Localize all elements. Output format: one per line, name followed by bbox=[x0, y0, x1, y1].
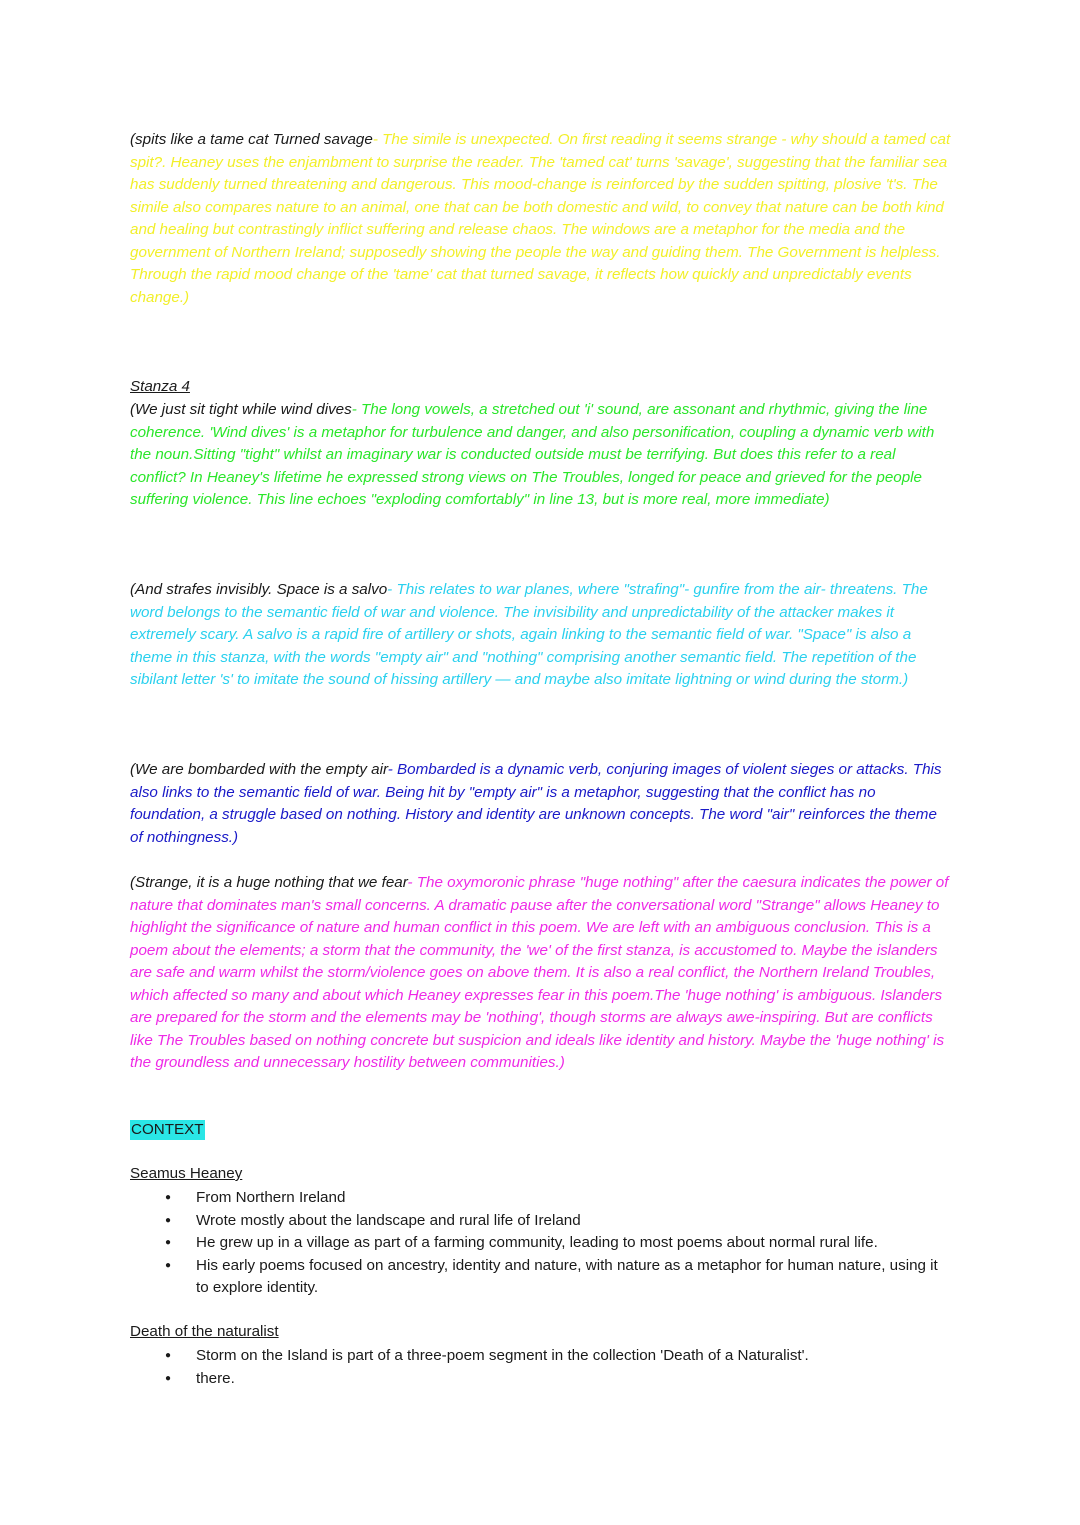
analysis-text: - The simile is unexpected. On first reading it seems strange - why should a tamed cat spit?. Heaney uses the enjambment to surprise the reader. The 'tamed cat' turns 'savage', suggesting that the familiar sea has suddenly turned threatening and dangerous. This mood-change is reinforced by the sudden spitting, plosive 't's. The simile also compares nature to an animal, one that can be both domestic and wild, to convey that nature can be both kind and healing but contrastingly inflict suffering and release chaos. The windows are a metaphor for the media and the government of Northern Ireland; supposedly showing the people the way and guiding them. The Government is helpless. Through the rapid mood change of the 'tame' cat that turned savage, it reflects how quickly and unpredictably events change.) bbox=[130, 131, 951, 306]
analysis-text: - Bombarded is a dynamic verb, conjuring images of violent sieges or attacks. This also links to the semantic field of war. Being hit by "empty air" is a metaphor, suggesting that the conflict has no foundation, a struggle based on nothing. History and identity are unknown concepts. The word "air" reinforces the theme of nothingness.) bbox=[130, 761, 942, 846]
list-item: ● there. bbox=[130, 1368, 952, 1391]
naturalist-heading: Death of the naturalist bbox=[130, 1323, 279, 1340]
naturalist-list bbox=[130, 1345, 952, 1390]
annotation-tame-cat bbox=[130, 129, 952, 309]
quote-text: (Strange, it is a huge nothing that we fear bbox=[130, 874, 408, 891]
list-item: ● He grew up in a village as part of a farming community, leading to most poems about normal rural life. bbox=[130, 1232, 952, 1255]
annotation-strafes bbox=[130, 579, 952, 692]
list-item: ● From Northern Ireland bbox=[130, 1187, 952, 1210]
annotation-wind-dives bbox=[130, 399, 952, 512]
quote-text: (We are bombarded with the empty air bbox=[130, 761, 388, 778]
heaney-heading: Seamus Heaney bbox=[130, 1165, 243, 1182]
list-item: ● His early poems focused on ancestry, identity and nature, with nature as a metaphor for human nature, using it to explore identity. bbox=[130, 1255, 952, 1300]
heaney-list bbox=[130, 1187, 952, 1300]
list-item: ● Storm on the Island is part of a three-poem segment in the collection 'Death of a Naturalist'. bbox=[130, 1345, 952, 1368]
quote-text: (And strafes invisibly. Space is a salvo bbox=[130, 581, 388, 598]
analysis-text: - This relates to war planes, where "strafing"- gunfire from the air- threatens. The word belongs to the semantic field of war and violence. The invisibility and unpredictability of the attacker makes it extremely scary. A salvo is a rapid fire of artillery or shots, again linking to the semantic field of war. "Space" is also a theme in this stanza, with the words "empty air" and "nothing" comprising another semantic field. The repetition of the sibilant letter 's' to imitate the sound of hissing artillery — and maybe also imitate lightning or wind during the storm.) bbox=[130, 581, 928, 688]
context-label: CONTEXT bbox=[131, 1121, 204, 1138]
list-item: ● Wrote mostly about the landscape and rural life of Ireland bbox=[130, 1210, 952, 1233]
annotation-bombarded bbox=[130, 759, 952, 849]
analysis-text: - The long vowels, a stretched out 'i' sound, are assonant and rhythmic, giving the line coherence. 'Wind dives' is a metaphor for turbulence and danger, and also personification, coupling a dynamic verb with the noun.Sitting "tight" whilst an imaginary war is conducted outside must be terrifying. But does this refer to a real conflict? In Heaney's lifetime he expressed strong views on The Troubles, longed for peace and grieved for the people suffering violence. This line echoes "exploding comfortably" in line 13, but is more real, more immediate) bbox=[130, 401, 935, 508]
quote-text: (We just sit tight while wind dives bbox=[130, 401, 352, 418]
annotation-huge-nothing bbox=[130, 872, 952, 1075]
analysis-text: - The oxymoronic phrase "huge nothing" after the caesura indicates the power of nature that dominates man's small concerns. A dramatic pause after the conversational word "Strange" allows Heaney to highlight the significance of nature and human conflict in this poem. We are left with an ambiguous conclusion. This is a poem about the elements; a storm that the community, the 'we' of the first stanza, is accustomed to. Maybe the islanders are safe and warm whilst the storm/violence goes on above them. It is also a real conflict, the Northern Ireland Troubles, which affected so many and about which Heaney expresses fear in this poem.The 'huge nothing' is ambiguous. Islanders are prepared for the storm and the elements may be 'nothing', though storms are always awe-inspiring. But are conflicts like The Troubles based on nothing concrete but suspicion and ideals like identity and history. Maybe the 'huge nothing' is the groundless and unnecessary hostility between communities.) bbox=[130, 874, 949, 1071]
stanza-heading: Stanza 4 bbox=[130, 378, 190, 395]
quote-text: (spits like a tame cat Turned savage bbox=[130, 131, 373, 148]
